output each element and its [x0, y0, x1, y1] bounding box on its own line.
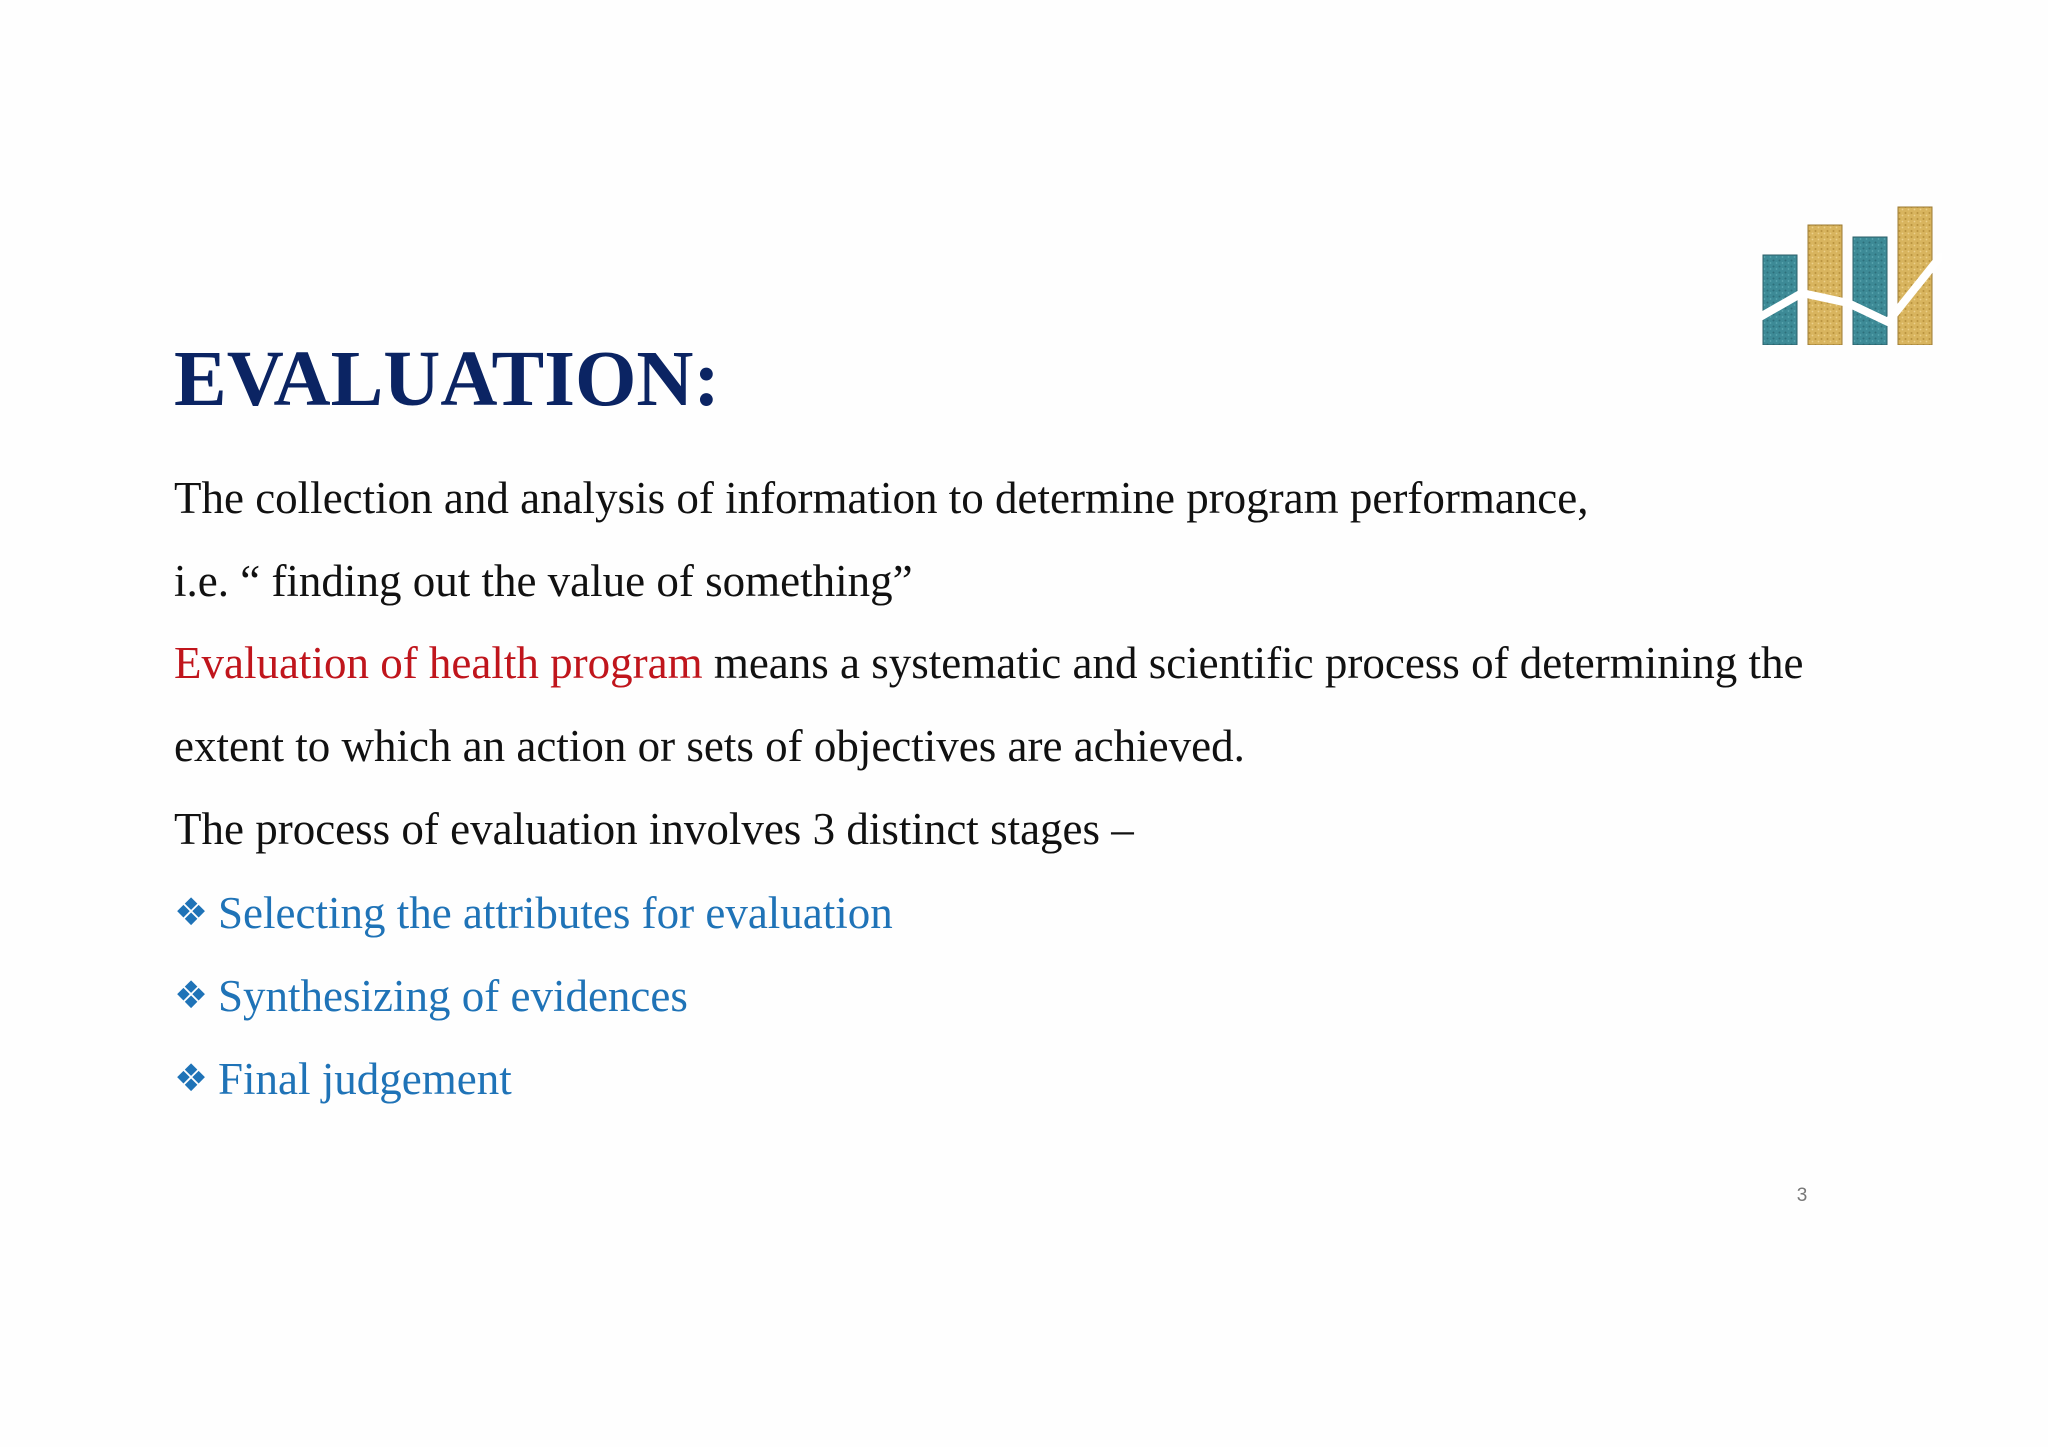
health-program-definition	[174, 638, 1804, 688]
health-program-definition-line-2: extent to which an action or sets of objectives are achieved.	[174, 721, 1245, 771]
diamond-bullet-icon: ❖	[174, 973, 209, 1017]
definition-line-2: i.e. “ finding out the value of something”	[174, 556, 913, 606]
stage-item	[174, 971, 688, 1021]
bar-chart-trend-icon	[1760, 205, 1942, 345]
process-intro: The process of evaluation involves 3 distinct stages –	[174, 804, 1134, 854]
stage-label: Final judgement	[218, 1054, 512, 1104]
page-number: 3	[1796, 1185, 1808, 1206]
stage-label: Synthesizing of evidences	[218, 971, 688, 1021]
definition-line-1: The collection and analysis of information to determine program performance,	[174, 473, 1589, 523]
slide-title: EVALUATION:	[174, 336, 720, 423]
stage-label: Selecting the attributes for evaluation	[218, 888, 893, 938]
diamond-bullet-icon: ❖	[174, 1056, 209, 1100]
stage-item	[174, 888, 893, 938]
health-program-term: Evaluation of health program	[174, 638, 703, 688]
health-program-definition-text: means a systematic and scientific process of determining the	[702, 638, 1804, 688]
stage-item	[174, 1054, 512, 1104]
logo-bar-3	[1853, 237, 1887, 345]
diamond-bullet-icon: ❖	[174, 890, 209, 934]
logo-bar-2	[1808, 225, 1842, 345]
